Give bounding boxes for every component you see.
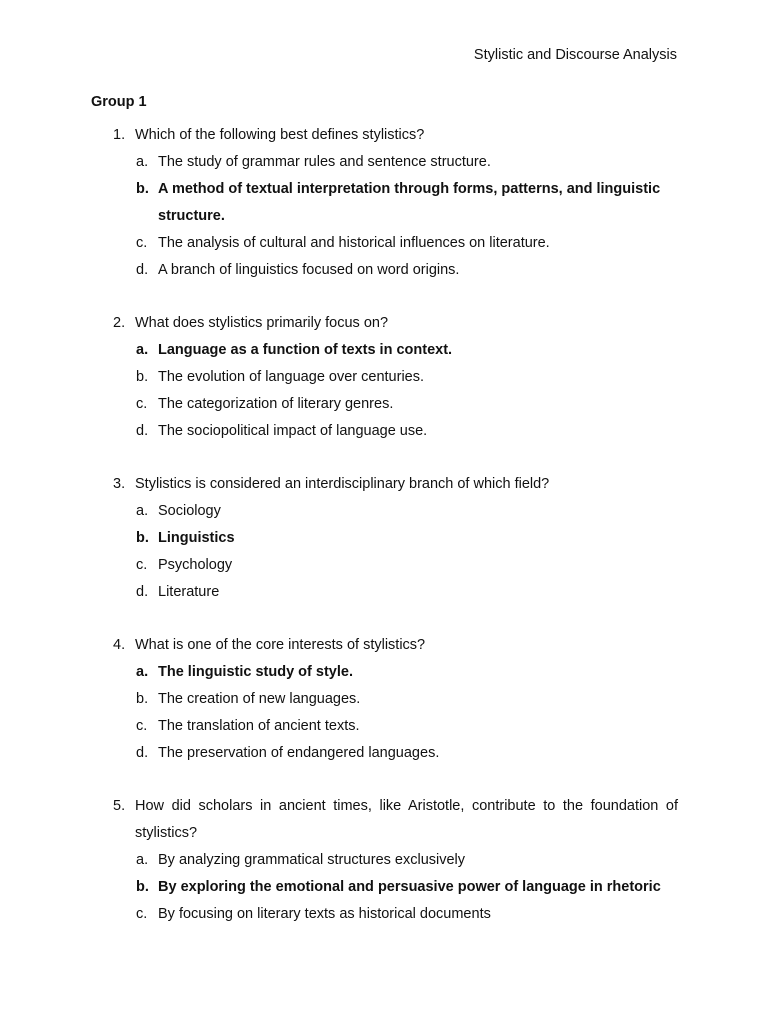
option-letter: c. [136, 235, 148, 251]
option-text: The sociopolitical impact of language use. [158, 423, 428, 439]
option-letter: c. [136, 557, 148, 573]
option-text: By analyzing grammatical structures exclusively [158, 852, 466, 868]
option-text: The evolution of language over centuries. [158, 369, 425, 385]
option-text: A branch of linguistics focused on word origins. [158, 262, 460, 278]
question-text: What does stylistics primarily focus on? [135, 315, 389, 331]
option-a [91, 149, 678, 176]
option-text: Language as a function of texts in context. [158, 342, 453, 358]
option-letter: a. [136, 664, 149, 680]
option-letter: d. [136, 745, 149, 761]
option-d [91, 579, 678, 606]
question-2 [91, 310, 678, 445]
option-b [91, 364, 678, 391]
option-c [91, 391, 678, 418]
question-number: 3. [113, 476, 126, 492]
question-line [91, 471, 678, 498]
question-text: Which of the following best defines stylistics? [135, 127, 425, 143]
option-c [91, 713, 678, 740]
option-letter: b. [136, 691, 149, 707]
option-letter: b. [136, 369, 149, 385]
question-3 [91, 471, 678, 606]
question-5 [91, 793, 678, 928]
option-text: Psychology [158, 557, 233, 573]
option-text: The creation of new languages. [158, 691, 361, 707]
option-c [91, 901, 678, 928]
question-number: 1. [113, 127, 126, 143]
option-c [91, 230, 678, 257]
option-letter: a. [136, 852, 149, 868]
question-line [91, 632, 678, 659]
option-a-correct [91, 337, 678, 364]
option-letter: d. [136, 262, 149, 278]
option-letter: a. [136, 154, 149, 170]
question-line [91, 122, 678, 149]
option-b-correct [91, 176, 678, 230]
option-a [91, 498, 678, 525]
option-text: By focusing on literary texts as historical documents [158, 906, 491, 922]
option-text: Linguistics [158, 530, 235, 546]
option-b-correct [91, 525, 678, 552]
question-text: Stylistics is considered an interdisciplinary branch of which field? [135, 476, 550, 492]
option-d [91, 257, 678, 284]
option-d [91, 418, 678, 445]
question-number: 2. [113, 315, 126, 331]
question-1 [91, 122, 678, 284]
option-letter: c. [136, 906, 148, 922]
option-text: The categorization of literary genres. [158, 396, 394, 412]
option-text: The study of grammar rules and sentence structure. [158, 154, 491, 170]
option-letter: d. [136, 423, 149, 439]
document-body [91, 89, 678, 954]
question-4 [91, 632, 678, 767]
question-line [91, 793, 678, 847]
option-text: By exploring the emotional and persuasive power of language in rhetoric [158, 879, 661, 895]
question-text: How did scholars in ancient times, like Aristotle, contribute to the foundation of stylistics? [135, 798, 678, 841]
option-a-correct [91, 659, 678, 686]
question-number: 4. [113, 637, 126, 653]
option-letter: a. [136, 503, 149, 519]
option-text: The translation of ancient texts. [158, 718, 360, 734]
group-title: Group 1 [91, 94, 147, 110]
option-letter: a. [136, 342, 149, 358]
option-b [91, 686, 678, 713]
question-text: What is one of the core interests of stylistics? [135, 637, 426, 653]
question-number: 5. [113, 798, 126, 814]
question-line [91, 310, 678, 337]
option-letter: b. [136, 181, 149, 197]
option-b-correct [91, 874, 678, 901]
option-text: The preservation of endangered languages. [158, 745, 440, 761]
option-text: The linguistic study of style. [158, 664, 353, 680]
option-letter: b. [136, 530, 149, 546]
page-header: Stylistic and Discourse Analysis [473, 47, 677, 63]
option-letter: c. [136, 718, 148, 734]
option-text: Sociology [158, 503, 221, 519]
option-letter: d. [136, 584, 149, 600]
option-d [91, 740, 678, 767]
option-letter: c. [136, 396, 148, 412]
option-text: A method of textual interpretation through forms, patterns, and linguistic structure. [158, 181, 661, 224]
option-a [91, 847, 678, 874]
option-c [91, 552, 678, 579]
option-text: The analysis of cultural and historical influences on literature. [158, 235, 550, 251]
option-letter: b. [136, 879, 149, 895]
option-text: Literature [158, 584, 220, 600]
